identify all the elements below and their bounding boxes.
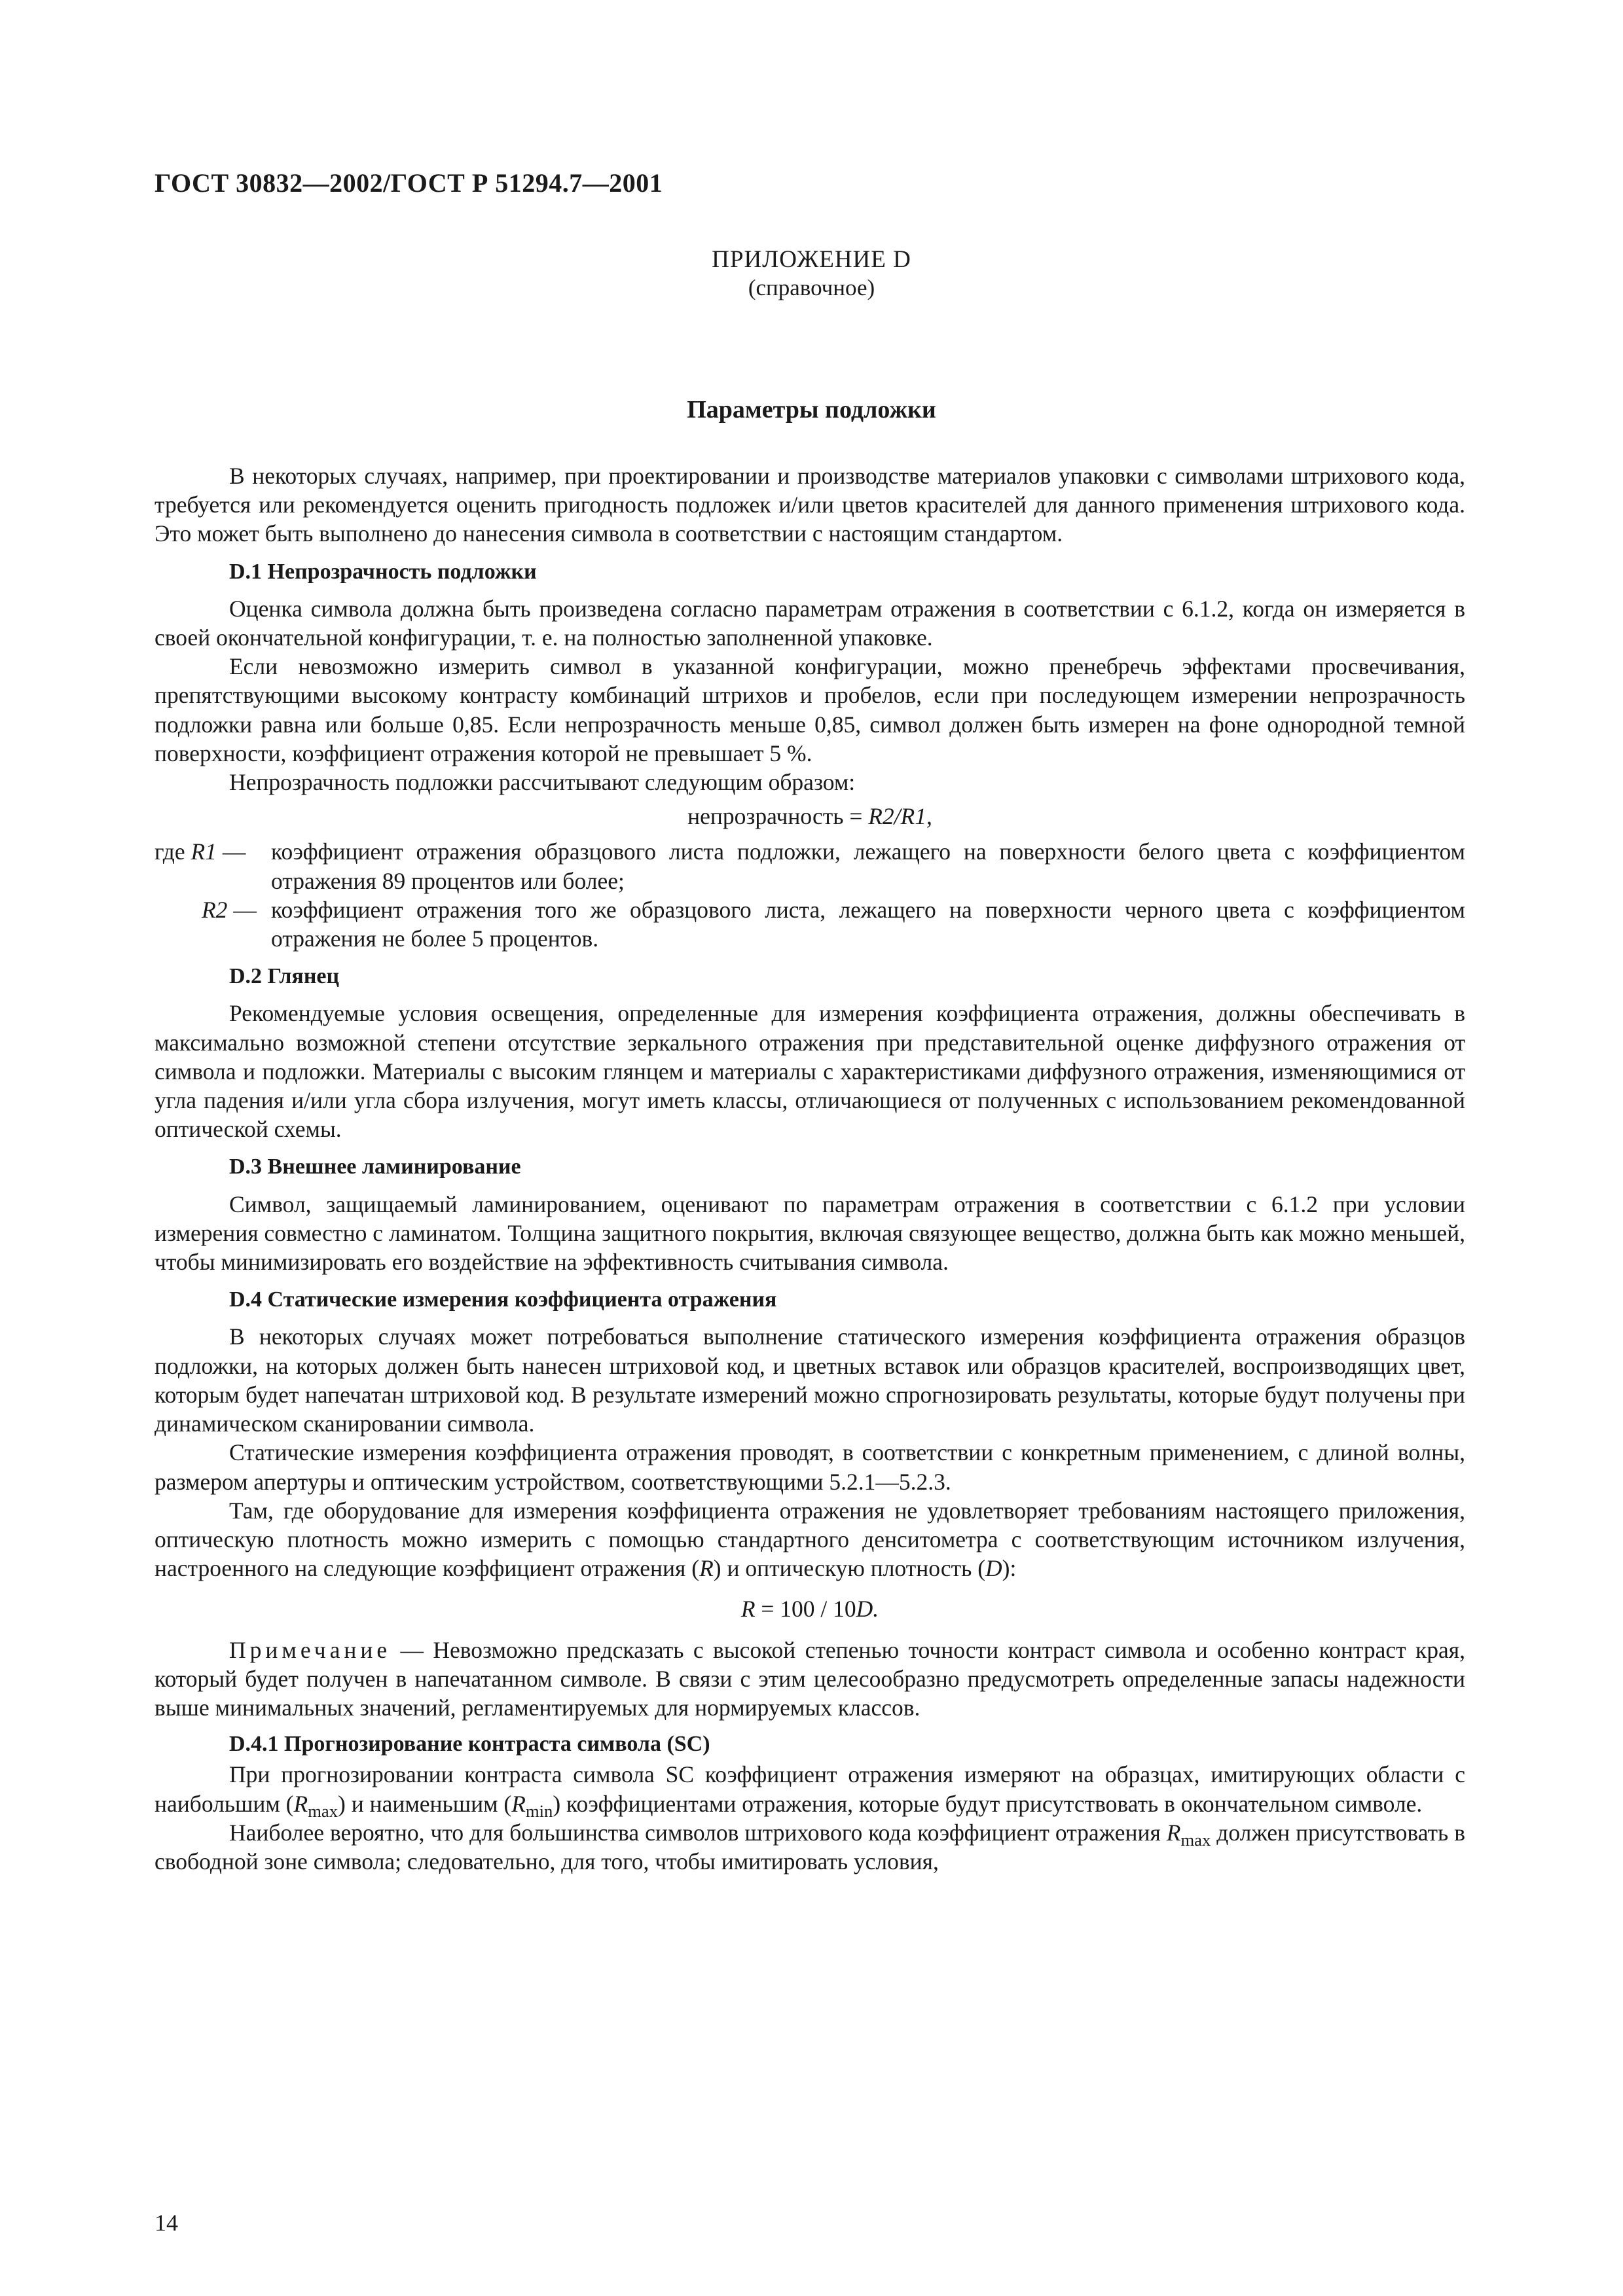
symbol-d: D. (856, 1596, 879, 1623)
appendix-title: ПРИЛОЖЕНИЕ D (712, 246, 911, 273)
heading-d41: D.4.1 Прогнозирование контраста символа (SC) (229, 1732, 710, 1757)
note-label: Примечание (229, 1636, 392, 1663)
text-run: ): (1002, 1555, 1017, 1582)
definition-term (155, 837, 271, 866)
heading-d4: D.4 Статические измерения коэффициента отражения (229, 1287, 777, 1312)
heading-d3: D.3 Внешнее ламинирование (229, 1155, 521, 1179)
text-run: ) коэффициентами отражения, которые будут присутствовать в окончательном символе. (553, 1790, 1423, 1817)
definition-text: коэффициент отражения образцового листа подложки, лежащего на поверхности белого цвета с коэффициентом отражения 89 процентов или более; (271, 838, 1465, 894)
symbol-d: D (985, 1555, 1002, 1582)
definition-symbol: R1 (191, 838, 217, 865)
definition-r2 (155, 895, 1465, 953)
formula-label: непрозрачность = (687, 803, 869, 830)
subscript-min: min (525, 1801, 553, 1821)
symbol-r: R (699, 1555, 714, 1582)
symbol-r: R (293, 1790, 308, 1817)
d4-note (155, 1636, 1465, 1723)
definition-symbol: R2 (202, 896, 228, 923)
subscript-max: max (1180, 1829, 1211, 1850)
definition-term (155, 895, 318, 924)
symbol-r: R (511, 1790, 526, 1817)
note-text: — Невозможно предсказать с высокой степенью точности контраст символа и особенно контраст края, который будет получен в напечатанном символе. В связи с этим целесообразно предусмотреть определенные запасы надежности выше минимальных значений, регламентируемых для нормируемых классов. (155, 1636, 1465, 1721)
document-header: ГОСТ 30832—2002/ГОСТ Р 51294.7—2001 (155, 168, 663, 198)
appendix-subtitle: (справочное) (748, 275, 875, 300)
definitions-list (155, 837, 1465, 953)
d1-paragraph-3: Непрозрачность подложки рассчитывают следующим образом: (229, 769, 856, 796)
definition-dash: — (227, 896, 257, 923)
document-body (155, 461, 1465, 1876)
d4-paragraph-2: Статические измерения коэффициента отражения проводят, в соответствии с конкретным применением, с длиной волны, размером апертуры и оптическим устройством, соответствующими 5.2.1—5.2.3. (155, 1439, 1465, 1495)
d3-paragraph-1: Символ, защищаемый ламинированием, оценивают по параметрам отражения в соответствии с 6.1.2 при условии измерения совместно с ламинатом. Толщина защитного покрытия, включая связующее вещество, должна быть как можно меньшей, чтобы минимизировать его воздействие на эффективность считывания символа. (155, 1191, 1465, 1276)
d41-paragraph-1 (155, 1760, 1465, 1821)
text-run: При прогнозировании контраста символа SC коэффициент отражения измеряют на образцах, имитирующих области с наибольшим ( (155, 1761, 1465, 1817)
formula-expression: R2/R1, (868, 803, 932, 830)
heading-d1: D.1 Непрозрачность подложки (229, 559, 537, 584)
symbol-r: R (740, 1596, 756, 1623)
d4-paragraph-3 (155, 1496, 1465, 1583)
d1-paragraph-2: Если невозможно измерить символ в указанной конфигурации, можно пренебречь эффектами просвечивания, препятствующими высокому контрасту комбинаций штрихов и пробелов, если при последующем измерении непрозрачность подложки равна или больше 0,85. Если непрозрачность меньше 0,85, символ должен быть измерен на фоне однородной темной поверхности, коэффициент отражения которой не превышает 5 %. (155, 653, 1465, 766)
definition-text: коэффициент отражения того же образцового листа, лежащего на поверхности черного цвета с коэффициентом отражения не более 5 процентов. (271, 896, 1465, 952)
d4-paragraph-1: В некоторых случаях может потребоваться выполнение статического измерения коэффициента отражения образцов подложки, на которых должен быть нанесен штриховой код, и цветных вставок или образцов красителей, воспроизводящих цвет, которым будет напечатан штриховой код. В результате измерений можно спрогнозировать результаты, которые будут получены при динамическом сканировании символа. (155, 1323, 1465, 1437)
d41-paragraph-2 (155, 1818, 1465, 1876)
d2-paragraph-1: Рекомендуемые условия освещения, определенные для измерения коэффициента отражения, должны обеспечивать в максимально возможной степени отсутствие зеркального отражения при представительной оценке диффузного отражения от символа и подложки. Материалы с высоким глянцем и материалы с характеристиками диффузного отражения, изменяющимися от угла падения и/или угла сбора излучения, могут иметь классы, отличающиеся от полученных с использованием рекомендованной оптической схемы. (155, 1000, 1465, 1143)
subscript-max: max (308, 1801, 338, 1821)
definition-dash: — (216, 838, 246, 865)
text-run: Наиболее вероятно, что для большинства символов штрихового кода коэффициент отражения (229, 1819, 1167, 1846)
intro-paragraph: В некоторых случаях, например, при проектировании и производстве материалов упаковки с символами штрихового кода, требуется или рекомендуется оценить пригодность подложек и/или цветов красителей для данного применения штрихового кода. Это может быть выполнено до нанесения символа в соответствии с настоящим стандартом. (155, 463, 1465, 547)
text-run: должен присутствовать в свободной зоне символа; следовательно, для того, чтобы имитировать условия, (155, 1819, 1465, 1874)
section-title: Параметры подложки (687, 396, 936, 423)
page-number: 14 (155, 2210, 178, 2236)
text-run: ) и наименьшим ( (338, 1790, 512, 1817)
opacity-formula (155, 802, 1465, 831)
formula-middle: = 100 / 10 (755, 1596, 856, 1623)
definition-prefix: где (155, 838, 191, 865)
d1-paragraph-1: Оценка символа должна быть произведена согласно параметрам отражения в соответствии с 6.1.2, когда он измеряется в своей окончательной конфигурации, т. е. на полностью заполненной упаковке. (155, 595, 1465, 651)
reflectance-formula (155, 1594, 1465, 1623)
text-run: ) и оптическую плотность ( (713, 1555, 986, 1582)
definition-r1 (155, 837, 1465, 895)
heading-d2: D.2 Глянец (229, 964, 340, 989)
symbol-r: R (1166, 1819, 1181, 1846)
text-run: Там, где оборудование для измерения коэффициента отражения не удовлетворяет требованиям настоящего приложения, оптическую плотность можно измерить с помощью стандартного денситометра с соответствующим источником излучения, настроенного на следующие коэффициент отражения ( (155, 1497, 1465, 1582)
